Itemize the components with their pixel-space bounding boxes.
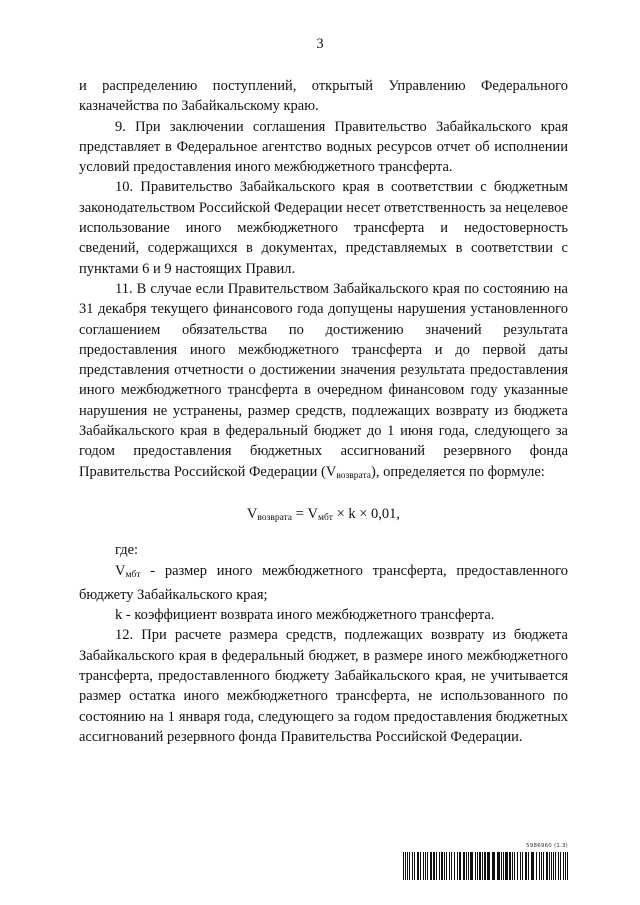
barcode-bar [454, 852, 455, 880]
barcode-bar [427, 852, 428, 880]
barcode-bar [512, 852, 513, 880]
barcode-bar [509, 852, 511, 880]
barcode-bar [479, 852, 481, 880]
barcode-bar [449, 852, 450, 880]
barcode-bar [484, 852, 486, 880]
barcode-bar [560, 852, 561, 880]
formula-rhs-sub: мбт [317, 512, 333, 523]
barcode-bar [468, 852, 469, 880]
barcode-bar [459, 852, 461, 880]
barcode-bar [412, 852, 413, 880]
where-label: где: [115, 542, 139, 559]
barcode-bar [414, 852, 415, 880]
barcode-bar [505, 852, 508, 880]
definition-v-sub: мбт [125, 569, 141, 580]
definition-v-text: - размер иного межбюджетного трансферта, предоставленного бюджету Забайкальского края; [79, 562, 568, 603]
barcode-bar [477, 852, 478, 880]
document-body [79, 76, 568, 747]
barcode-label: 5986960 (1.3) [526, 843, 568, 849]
barcode-bar [430, 852, 432, 880]
variable-subscript: возврата [336, 470, 371, 481]
barcode-bar [446, 852, 447, 880]
barcode-bar [405, 852, 406, 880]
barcode-bar [558, 852, 559, 880]
page-number: 3 [316, 36, 324, 52]
barcode-bar [549, 852, 550, 880]
barcode-bar [525, 852, 527, 880]
barcode-bar [409, 852, 410, 880]
barcode-bar [482, 852, 483, 880]
barcode-bar [539, 852, 540, 880]
definition-v [79, 561, 568, 606]
formula-lhs: V [246, 505, 258, 522]
formula [79, 504, 568, 528]
barcode-bar [403, 852, 404, 880]
barcode-bar [546, 852, 548, 880]
barcode-bar [536, 852, 537, 880]
barcode-bar [457, 852, 458, 880]
paragraph-9: 9. При заключении соглашения Правительство Забайкальского края представляет в Федеральное агентство водных ресурсов отчет об исполнении условий предоставления иного межбюджетного трансферта. [79, 118, 568, 176]
barcode-bar [407, 852, 408, 880]
barcode-bar [501, 852, 502, 880]
barcode-bar [541, 852, 542, 880]
barcode-bar [531, 852, 534, 880]
formula-lhs-sub: возврата [257, 512, 293, 523]
barcode-bar [444, 852, 445, 880]
barcode-bar [520, 852, 521, 880]
barcode-bar [451, 852, 452, 880]
barcode-bar [503, 852, 504, 880]
variable-v: V [325, 463, 337, 480]
barcode-bar [436, 852, 437, 880]
paragraph-11-end: ), определяется по формуле: [371, 463, 545, 480]
barcode-bar [425, 852, 426, 880]
barcode-icon [403, 852, 568, 880]
barcode-bar [463, 852, 465, 880]
barcode-bar [551, 852, 552, 880]
barcode-area [403, 843, 568, 883]
barcode-bar [439, 852, 440, 880]
barcode-bar [517, 852, 518, 880]
barcode-bar [514, 852, 515, 880]
paragraph-11-text: 11. В случае если Правительством Забайкальского края по состоянию на 31 декабря текущего финансового года допущены нарушения установленного соглашением обязательства по достижению значений результата предоставления иного межбюджетного трансферта и до первой даты представления отчетности о достижении значения результата предоставления иного межбюджетного трансферта в очередном финансовом году указанные нарушения не устранены, размер средств, подлежащих возврату из бюджета Забайкальского края в федеральный бюджет до 1 июня года, следующего за годом предоставления бюджетных ассигнований резервного фонда Правительства Российской Федерации ( [79, 280, 568, 480]
barcode-bar [492, 852, 495, 880]
barcode-bar [543, 852, 544, 880]
barcode-bar [466, 852, 467, 880]
formula-rhs: V [307, 505, 318, 522]
barcode-bar [420, 852, 421, 880]
barcode-bar [423, 852, 424, 880]
barcode-bar [470, 852, 473, 880]
paragraph-10: 10. Правительство Забайкальского края в соответствии с бюджетным законодательством Российской Федерации несет ответственность за нецелевое использование иного межбюджетного трансферта и недостоверность сведений, содержащихся в документах, представляемых в соответствии с пунктами 6 и 9 настоящих Правил. [79, 179, 568, 277]
barcode-bar [528, 852, 529, 880]
definition-v-var: V [115, 562, 126, 579]
barcode-bar [475, 852, 476, 880]
barcode-bar [565, 852, 566, 880]
barcode-bar [487, 852, 490, 880]
barcode-bar [497, 852, 500, 880]
barcode-bar [555, 852, 556, 880]
barcode-bar [522, 852, 523, 880]
barcode-bar [567, 852, 568, 880]
paragraph-11 [79, 279, 568, 486]
barcode-bar [563, 852, 564, 880]
definition-k: k - коэффициент возврата иного межбюджетного трансферта. [115, 607, 495, 624]
barcode-bar [553, 852, 554, 880]
barcode-bar [417, 852, 419, 880]
paragraph-12: 12. При расчете размера средств, подлежащих возврату из бюджета Забайкальского края в федеральный бюджет, в размере иного межбюджетного трансферта, предоставленного бюджету Забайкальского края, не учитывается размер остатка иного межбюджетного трансферта, не использованного по состоянию на 1 января года, следующего за годом предоставления бюджетных ассигнований резервного фонда Правительства Российской Федерации. [79, 627, 568, 745]
paragraph-continuation: и распределению поступлений, открытый Управлению Федерального казначейства по Забайкальскому краю. [79, 78, 568, 115]
formula-eq: = [292, 505, 308, 522]
barcode-bar [433, 852, 435, 880]
formula-rest: × k × 0,01, [332, 505, 401, 522]
barcode-bar [441, 852, 443, 880]
